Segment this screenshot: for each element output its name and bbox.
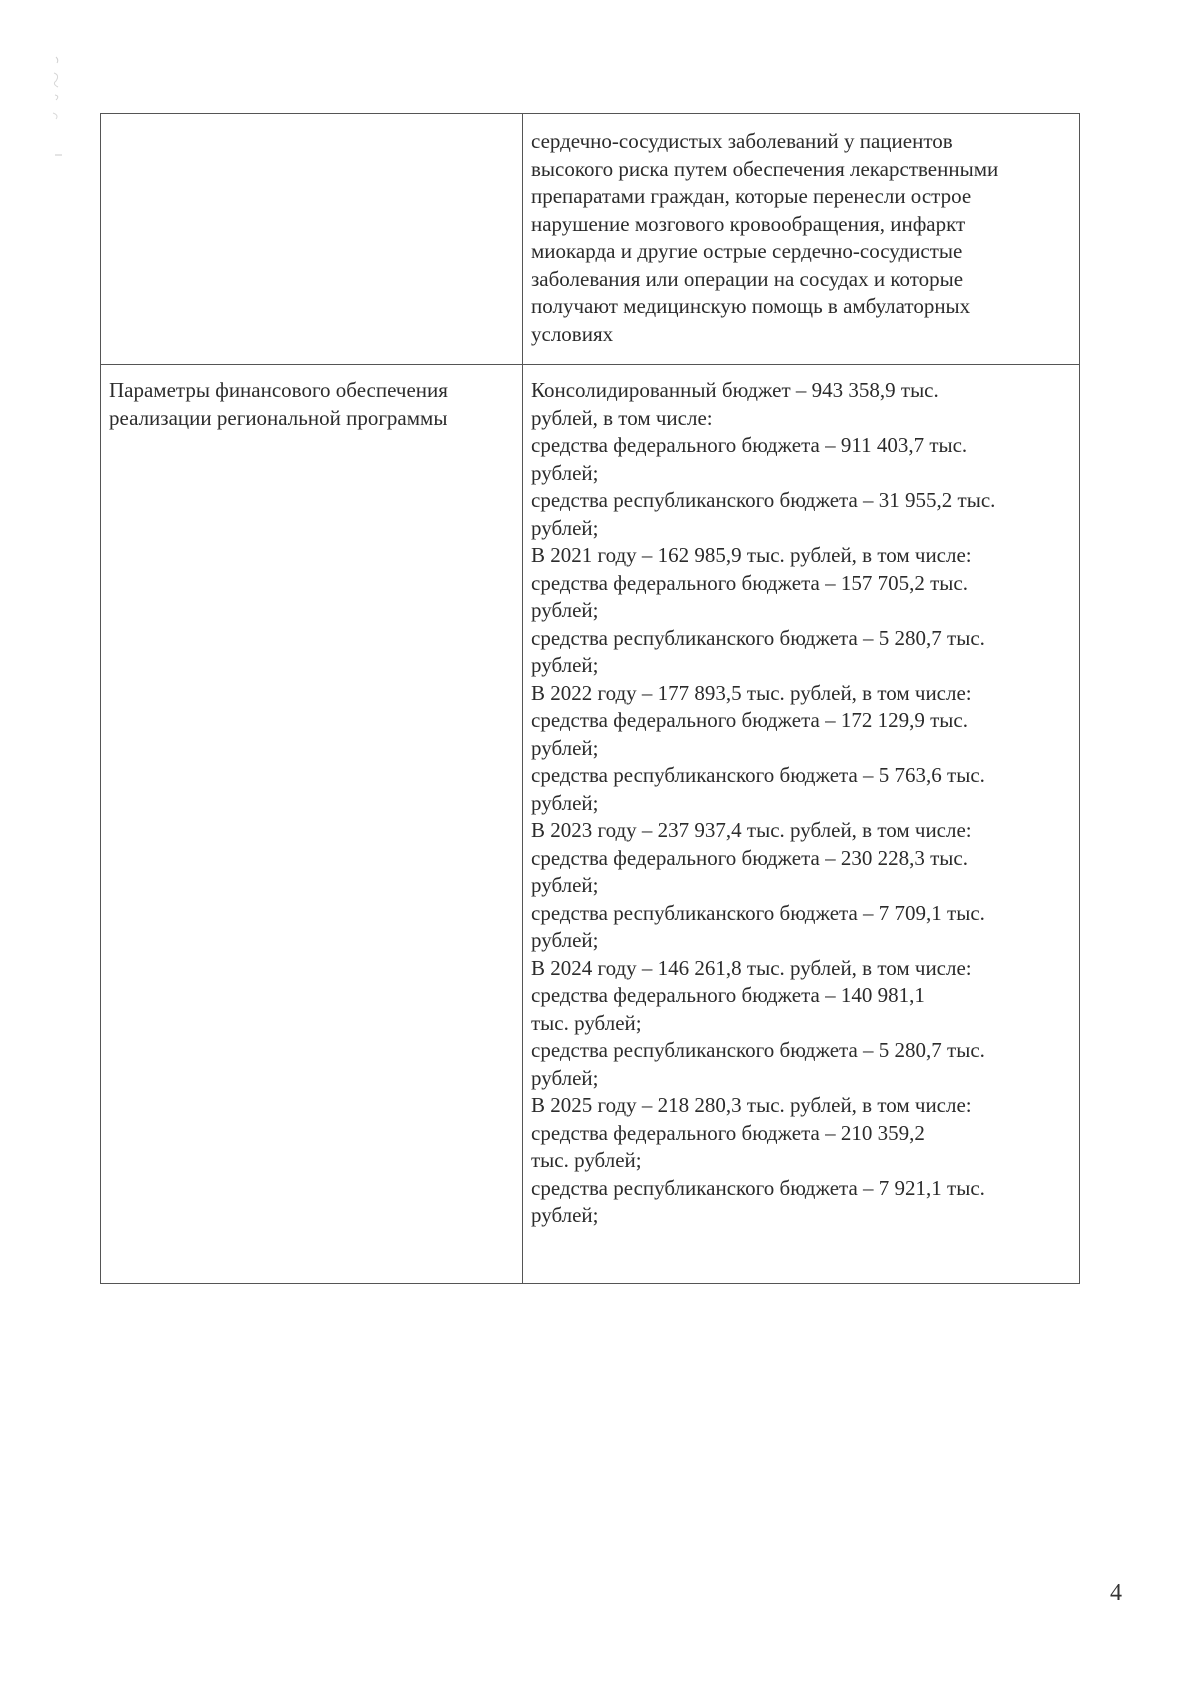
budget-line: рублей;	[531, 653, 599, 677]
table-row	[101, 365, 1080, 1284]
budget-line: рублей;	[531, 790, 599, 815]
budget-line: рублей;	[531, 1065, 599, 1090]
budget-line: В 2024 году – 146 261,8 тыс. рублей, в том числе:	[531, 955, 972, 980]
budget-line: средства республиканского бюджета – 5 280,7 тыс.	[531, 1038, 985, 1062]
text-line: заболевания или операции на сосудах и которые	[531, 266, 964, 291]
budget-line: средства федерального бюджета – 911 403,7 тыс.	[531, 433, 968, 457]
budget-line: В 2023 году – 237 937,4 тыс. рублей, в том числе:	[531, 818, 972, 842]
budget-line: рублей;	[531, 598, 599, 622]
budget-line: средства республиканского бюджета – 7 709,1 тыс.	[531, 900, 985, 925]
parameter-label-line: Параметры финансового обеспечения	[109, 378, 448, 402]
row1-left-cell	[101, 114, 523, 365]
budget-line: рублей;	[531, 460, 599, 485]
budget-line: рублей;	[531, 515, 599, 540]
row1-right-cell	[523, 114, 1080, 365]
program-passport-table	[100, 113, 1080, 1284]
row2-right-cell	[523, 365, 1080, 1284]
text-line: высокого риска путем обеспечения лекарственными	[531, 156, 999, 181]
budget-line: Консолидированный бюджет – 943 358,9 тыс.	[531, 378, 939, 402]
budget-line: средства республиканского бюджета – 31 955,2 тыс.	[531, 488, 996, 512]
text-line: получают медицинскую помощь в амбулаторных	[531, 294, 971, 318]
budget-line: рублей;	[531, 928, 599, 952]
budget-line: рублей;	[531, 873, 599, 897]
parameter-label-line: реализации региональной программы	[109, 405, 448, 430]
margin-scan-marks	[44, 55, 74, 165]
budget-line: средства республиканского бюджета – 5 763,6 тыс.	[531, 763, 985, 787]
text-line: условиях	[531, 321, 614, 346]
budget-line: тыс. рублей;	[531, 1148, 642, 1172]
budget-line: средства республиканского бюджета – 7 921,1 тыс.	[531, 1175, 985, 1200]
text-line: нарушение мозгового кровообращения, инфаркт	[531, 211, 966, 236]
text-line: сердечно-сосудистых заболеваний у пациентов	[531, 129, 953, 153]
budget-line: В 2025 году – 218 280,3 тыс. рублей, в том числе:	[531, 1093, 972, 1117]
budget-line: средства федерального бюджета – 157 705,2 тыс.	[531, 570, 968, 595]
budget-line: рублей;	[531, 1203, 599, 1227]
table-row	[101, 114, 1080, 365]
budget-line: средства федерального бюджета – 210 359,2	[531, 1120, 925, 1145]
text-line: миокарда и другие острые сердечно-сосудистые	[531, 239, 963, 263]
budget-line: рублей;	[531, 735, 599, 760]
budget-line: средства федерального бюджета – 140 981,1	[531, 983, 925, 1007]
budget-line: В 2021 году – 162 985,9 тыс. рублей, в том числе:	[531, 543, 972, 567]
budget-line: В 2022 году – 177 893,5 тыс. рублей, в том числе:	[531, 680, 972, 705]
budget-line: средства федерального бюджета – 230 228,3 тыс.	[531, 845, 968, 870]
page-number: 4	[1110, 1580, 1122, 1606]
budget-line: рублей, в том числе:	[531, 405, 713, 430]
budget-line: тыс. рублей;	[531, 1010, 642, 1035]
row2-left-cell	[101, 365, 523, 1284]
budget-line: средства республиканского бюджета – 5 280,7 тыс.	[531, 625, 985, 650]
budget-line: средства федерального бюджета – 172 129,9 тыс.	[531, 708, 968, 732]
text-line: препаратами граждан, которые перенесли острое	[531, 184, 972, 208]
